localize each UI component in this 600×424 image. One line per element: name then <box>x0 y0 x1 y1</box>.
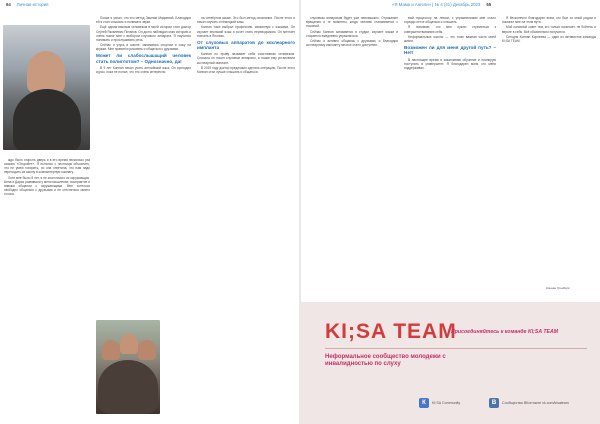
portrait-face <box>27 51 65 93</box>
family-person-1 <box>102 340 120 360</box>
right-section-title: «Я Мама и Ангели» | № 4 (41) Декабрь 2023 <box>392 2 481 7</box>
paragraph: ждо было открыть дверь и в это время несколько раз сказать «Откройте». Я пытался с лестницы объяснить, что не умею говорить, но она ответила, что нам надо переходить из школу в компьютерную комнату. <box>4 158 90 175</box>
left-page-header <box>6 2 49 7</box>
paragraph: Мой основной совет тем, кто только начинает: не бойтесь и верьте в себя. Всё обязательно получится. <box>502 25 596 34</box>
article-column-1 <box>4 158 90 416</box>
vk-community-logo[interactable] <box>489 396 572 410</box>
vk-icon: В <box>489 398 499 408</box>
paragraph: Сейчас я активно общаюсь с друзьями, и благодаря кохлеарному импланту многое стало доступнее. <box>306 39 398 48</box>
portrait-body <box>13 89 81 150</box>
paragraph: вый процессор на левом, с упражнениями мне стало гораздо легче общаться и слышать. <box>404 16 496 25</box>
article-column-4 <box>306 16 398 296</box>
section-heading-another-path: Возможен ли для меня другой путь? – Нет! <box>404 45 496 56</box>
banner-join-text: Присоединяйтесь к команде KI;SA TEAM <box>451 329 559 335</box>
paragraph: Неформальные школы — это тоже важная часть моей жизни. <box>404 34 496 44</box>
kisa-logo-text: KI;SA Community <box>432 400 461 405</box>
article-column-3 <box>197 16 295 416</box>
article-column-2 <box>96 16 191 316</box>
family-person-3 <box>138 340 156 360</box>
kisa-logo-icon: К <box>419 398 429 408</box>
paragraph: Сейчас я учусь в школе, занимаюсь спортом и хожу на кружки. Мне нравится рисовать и общаться с друзьями. <box>96 43 191 52</box>
left-section-title: Личная история <box>16 2 49 7</box>
paragraph: Позже я узнал, что это метод Эмилии Мадиевой. Благодаря ей я стал слышать и понимать звуки. <box>96 16 191 25</box>
kisa-community-logo[interactable] <box>419 396 460 410</box>
left-page-number: 64 <box>6 2 11 7</box>
right-page-header <box>392 2 491 7</box>
family-photo <box>96 320 160 414</box>
paragraph: Хотя мне было 8 лет, я не знал никого из окружающих. Анна и Дарья развивали у меня мышление, восприятие и навыки общения с окружающими. Мне хотелось свободно общаться с друзьями и не стесняться своего голоса. <box>4 175 90 196</box>
paragraph: на четвёртом языке. Это был метод опознания. После этого я начал изучать и немецкий язык. <box>197 16 295 25</box>
paragraph: слуховым аппаратам будет уже невозможно. Отражение вращения и те моменты, когда человек сталкивается с тишиной. <box>306 16 398 29</box>
kisa-team-banner <box>301 302 600 424</box>
portrait-photo <box>3 25 90 150</box>
right-page-number: 65 <box>486 2 492 7</box>
family-bodies <box>98 360 158 414</box>
paragraph: В настоящее время я заканчиваю обучение и планирую поступать в университет. Я благодарен всем, кто меня поддерживал. <box>404 57 496 70</box>
paragraph: Коннан по праву называет себя счастливым человеком. Сначала он носил слуховые аппараты, а позже ему установили кохлеарный имплант. <box>197 52 295 65</box>
paragraph: Коннан тоже выбрал профессию, связанную с языками. Он изучает японский язык и хочет стать переводчиком. Он мечтает поехать в Японию. <box>197 25 295 38</box>
vk-community-text: Сообщество ВКонтакте vk.com/kisateam <box>502 400 569 405</box>
section-heading-polyglot: Может ли слабослышащий человек стать полиглотом? – Однозначно, да! <box>96 53 191 64</box>
paragraph: В 2019 году доктор предложил сделать операцию. После этого Коннан стал лучше слышать и общаться. <box>197 65 295 75</box>
banner-divider <box>325 348 587 349</box>
article-author: Коннан Гринберг <box>546 286 570 290</box>
paragraph: В 9 лет Коннан начал учить английский язык. Он проходил курсы, пока не понял, что это очень интересно. <box>96 65 191 75</box>
paragraph: Сейчас Коннан занимается в студии, изучает языки и старается ежедневно упражняться. <box>306 29 398 38</box>
family-person-2 <box>120 334 138 354</box>
paragraph: Ещё одним важным человеком в моей истории стал доктор Сергей Яковлевич Потапов. Он долго наблюдал мою историю и очень помог мне с выбором слухового аппарата. Я научился понимать и прослушивать речь. <box>96 25 191 42</box>
banner-title: KI;SA TEAM <box>325 320 457 343</box>
article-column-5 <box>404 16 496 296</box>
paragraph: Я бесконечно благодарен всем, кто был со мной рядом и помогал мне на этом пути. <box>502 16 596 25</box>
article-column-6 <box>502 16 596 284</box>
section-heading-implant: От слуховых аппаратов до кохлеарного импланта <box>197 39 295 51</box>
paragraph: Я понимаю, что мне нужно стремиться к совершенствованию себя. <box>404 25 496 34</box>
banner-tagline: Неформальное сообщество молодежи с инвалидностью по слуху <box>325 354 446 367</box>
paragraph: Сегодня Коннан Корнеева — один из активистов команды KI;SA TEAM. <box>502 34 596 44</box>
